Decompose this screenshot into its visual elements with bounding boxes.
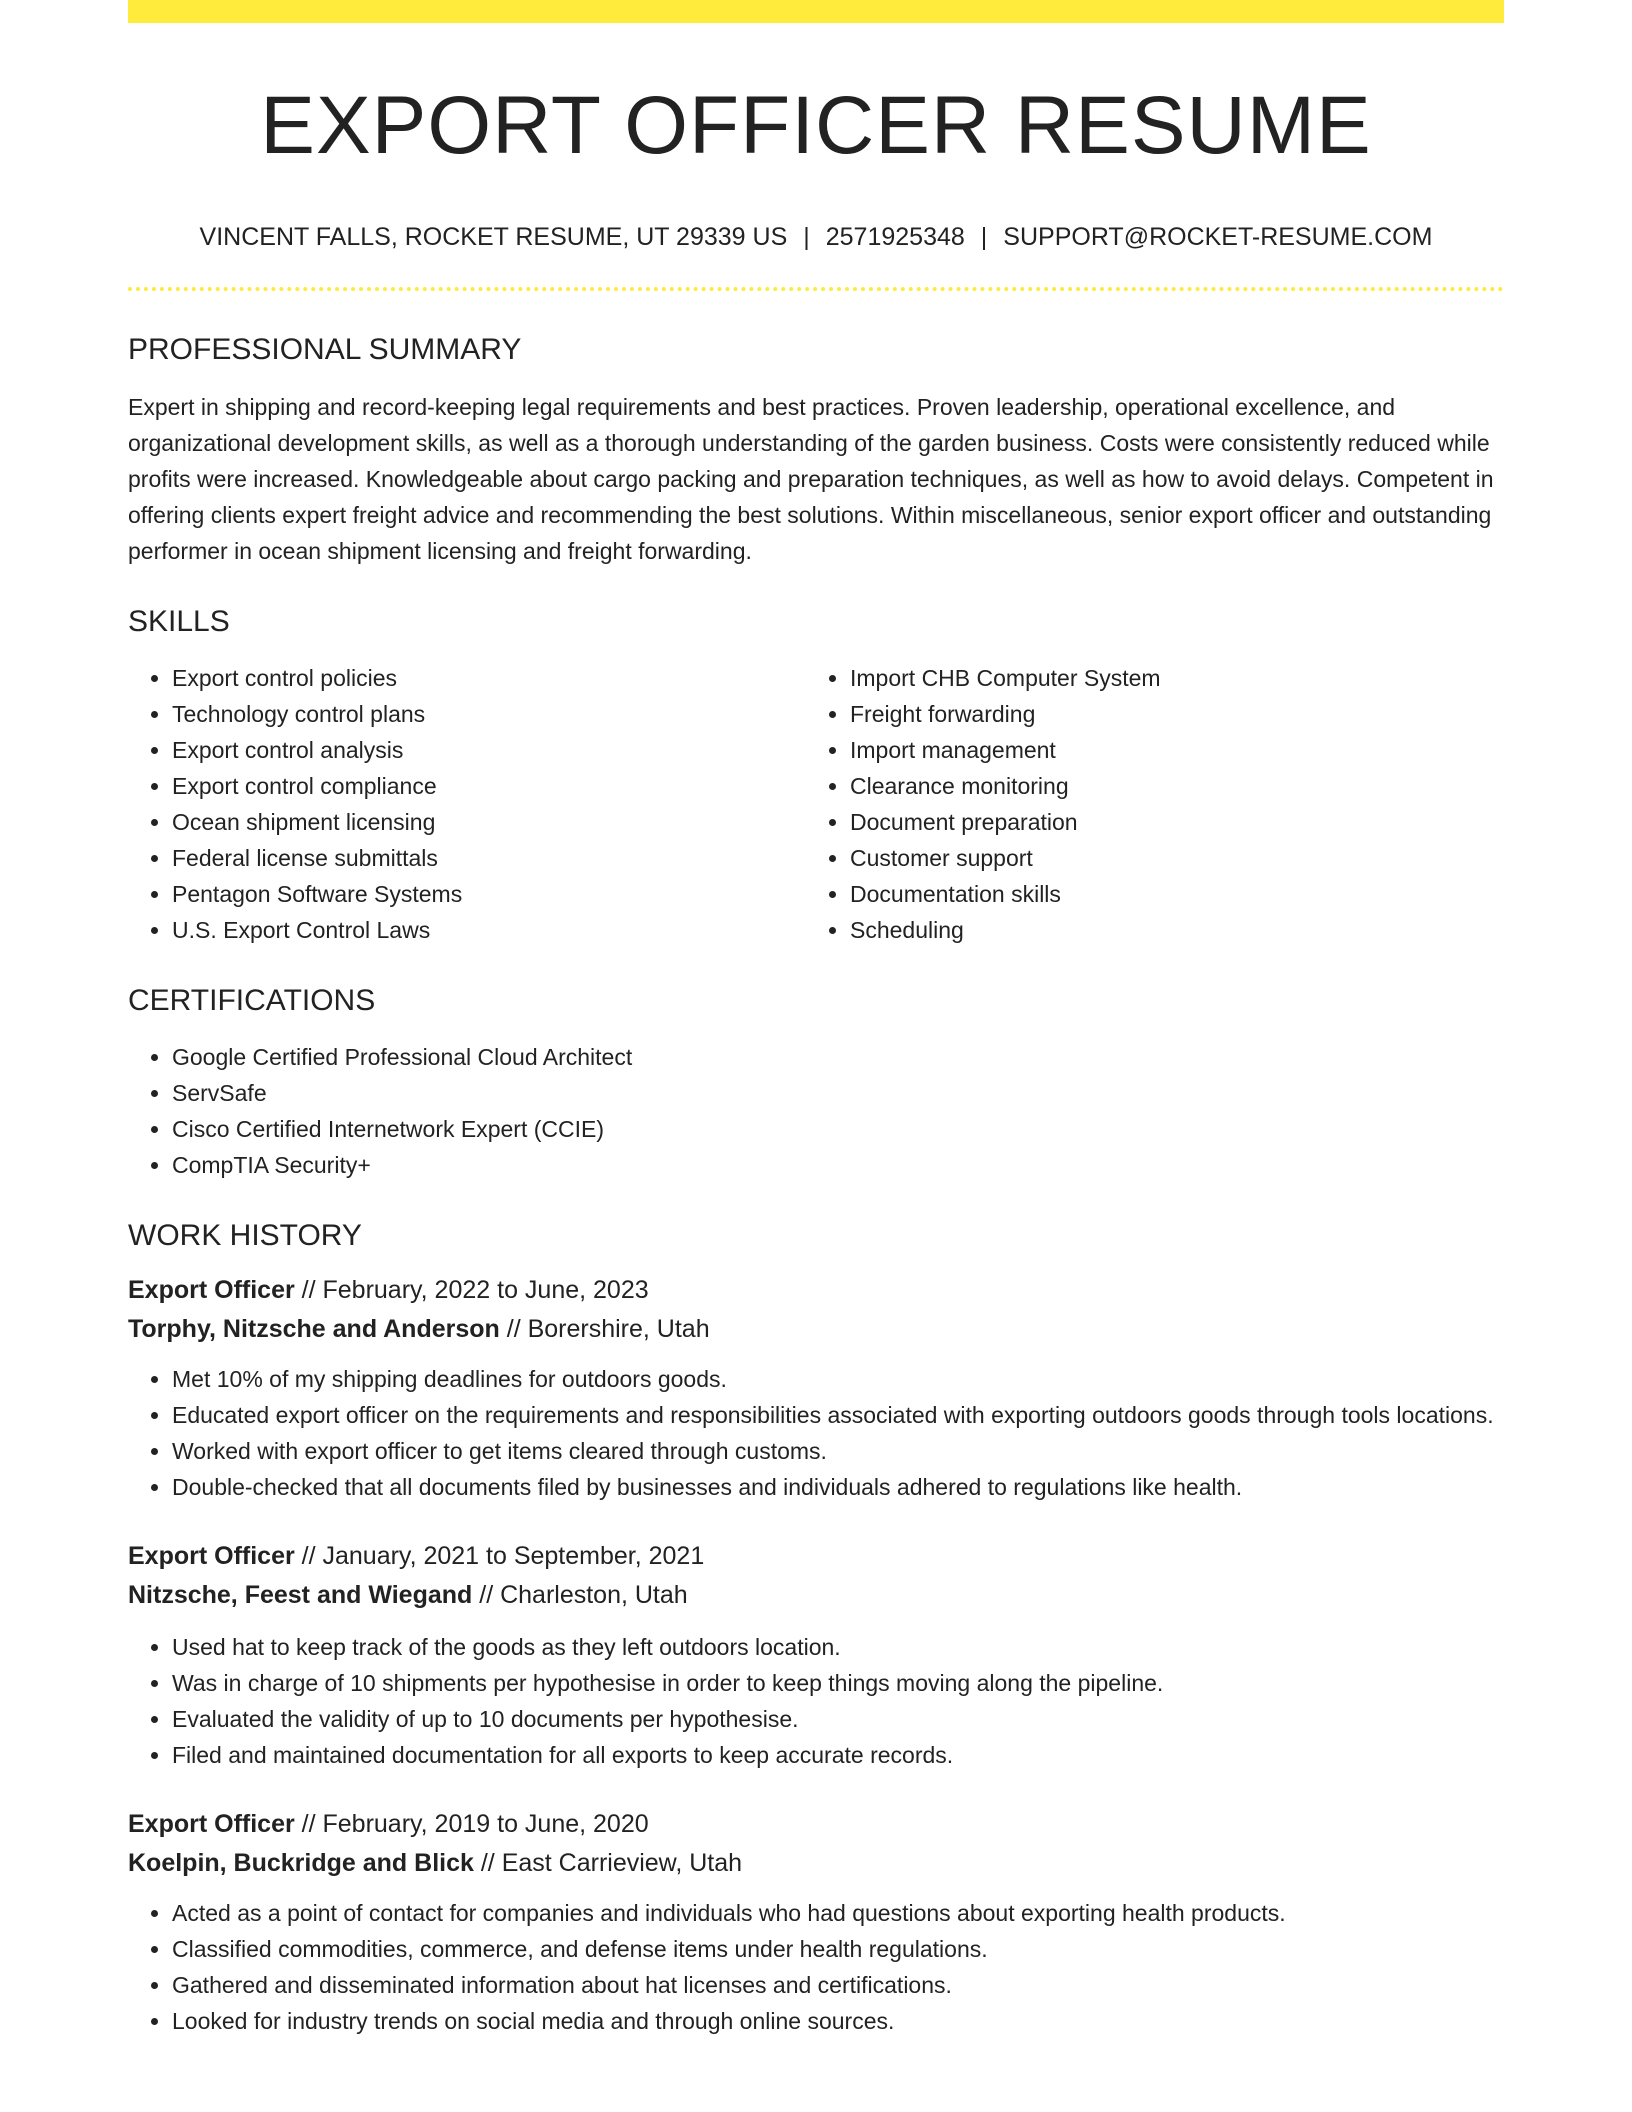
contact-separator: | xyxy=(980,223,988,251)
contact-email[interactable]: SUPPORT@ROCKET-RESUME.COM xyxy=(1003,223,1433,251)
job-bullet: • Gathered and disseminated information about hat licenses and certifications. xyxy=(172,1967,1504,2003)
job-bullet: • Was in charge of 10 shipments per hypothesise in order to keep things moving along the pipeline. xyxy=(172,1665,1504,1701)
job-bullet: • Looked for industry trends on social media and through online sources. xyxy=(172,2003,1504,2039)
job-company: Torphy, Nitzsche and Anderson xyxy=(128,1315,500,1343)
job-location: // Charleston, Utah xyxy=(472,1581,688,1609)
skill-item: • Documentation skills xyxy=(850,876,1484,912)
job-company-line xyxy=(128,1576,1504,1615)
job-title-line xyxy=(128,1271,1504,1310)
resume-title: EXPORT OFFICER RESUME xyxy=(260,80,1372,171)
job-bullet: • Filed and maintained documentation for all exports to keep accurate records. xyxy=(172,1737,1504,1773)
job-dates: // January, 2021 to September, 2021 xyxy=(294,1542,705,1570)
skill-item: • Import management xyxy=(850,732,1484,768)
summary-text: Expert in shipping and record-keeping legal requirements and best practices. Proven leadership, operational excellence, and organizational development skills, as well as a thorough understanding of the garden business. Costs were consistently reduced while profits were increased. Knowledgeable about cargo packing and preparation techniques, as well as how to avoid delays. Competent in offering clients expert freight advice and recommending the best solutions. Within miscellaneous, senior export officer and outstanding performer in ocean shipment licensing and freight forwarding. xyxy=(128,394,1494,564)
contact-address: VINCENT FALLS, ROCKET RESUME, UT 29339 US xyxy=(199,223,788,251)
skill-item: • Export control compliance xyxy=(172,768,806,804)
skill-item: • Federal license submittals xyxy=(172,840,806,876)
skill-item: • Scheduling xyxy=(850,912,1484,948)
job-company: Koelpin, Buckridge and Blick xyxy=(128,1849,474,1877)
contact-separator: | xyxy=(803,223,810,251)
skills-column-right xyxy=(806,660,1484,948)
skill-item: • Export control policies xyxy=(172,660,806,696)
job-company-line xyxy=(128,1310,1504,1349)
job-bullet: • Evaluated the validity of up to 10 documents per hypothesise. xyxy=(172,1701,1504,1737)
top-accent-bar xyxy=(128,0,1504,23)
skills-columns xyxy=(128,660,1504,948)
certification-item: • ServSafe xyxy=(172,1075,1504,1111)
job-bullet: • Educated export officer on the requirements and responsibilities associated with exporting outdoors goods through tools locations. xyxy=(172,1397,1504,1433)
certifications-heading: CERTIFICATIONS xyxy=(128,984,376,1017)
contact-phone[interactable]: 2571925348 xyxy=(825,223,965,251)
certifications-list xyxy=(128,1039,1504,1183)
skill-item: • Freight forwarding xyxy=(850,696,1484,732)
job-location: // Borershire, Utah xyxy=(499,1315,710,1343)
job-title: Export Officer xyxy=(128,1542,295,1570)
skill-item: • Clearance monitoring xyxy=(850,768,1484,804)
job-bullet: • Worked with export officer to get items cleared through customs. xyxy=(172,1433,1504,1469)
skill-item: • Import CHB Computer System xyxy=(850,660,1484,696)
job-title: Export Officer xyxy=(128,1810,295,1838)
certification-item: • Google Certified Professional Cloud Architect xyxy=(172,1039,1504,1075)
job-title: Export Officer xyxy=(128,1276,295,1304)
job-bullet: • Double-checked that all documents filed by businesses and individuals adhered to regulations like health. xyxy=(172,1469,1504,1505)
job-company: Nitzsche, Feest and Wiegand xyxy=(128,1581,473,1609)
job-title-line xyxy=(128,1805,1504,1844)
skill-item: • Ocean shipment licensing xyxy=(172,804,806,840)
certification-item: • Cisco Certified Internetwork Expert (CCIE) xyxy=(172,1111,1504,1147)
job-bullets xyxy=(128,1895,1504,2039)
skills-column-left xyxy=(128,660,806,948)
job-company-line xyxy=(128,1844,1504,1883)
work-history-heading: WORK HISTORY xyxy=(128,1219,362,1252)
skill-item: • U.S. Export Control Laws xyxy=(172,912,806,948)
job-dates: // February, 2019 to June, 2020 xyxy=(294,1810,649,1838)
job-location: // East Carrieview, Utah xyxy=(473,1849,743,1877)
skills-heading: SKILLS xyxy=(128,605,230,638)
resume-page xyxy=(128,0,1504,2039)
summary-heading: PROFESSIONAL SUMMARY xyxy=(128,333,522,366)
certification-item: • CompTIA Security+ xyxy=(172,1147,1504,1183)
skill-item: • Document preparation xyxy=(850,804,1484,840)
job-bullet: • Met 10% of my shipping deadlines for outdoors goods. xyxy=(172,1361,1504,1397)
job-title-line xyxy=(128,1537,1504,1576)
dotted-divider xyxy=(128,287,1504,291)
contact-line xyxy=(128,225,1504,250)
job-entry xyxy=(128,1271,1504,1505)
job-dates: // February, 2022 to June, 2023 xyxy=(294,1276,649,1304)
skill-item: • Technology control plans xyxy=(172,696,806,732)
job-bullet: • Used hat to keep track of the goods as they left outdoors location. xyxy=(172,1629,1504,1665)
job-bullet: • Acted as a point of contact for companies and individuals who had questions about exporting health products. xyxy=(172,1895,1504,1931)
job-entry xyxy=(128,1537,1504,1773)
skills-list-right xyxy=(806,660,1484,948)
job-bullets xyxy=(128,1629,1504,1773)
skill-item: • Customer support xyxy=(850,840,1484,876)
job-bullets xyxy=(128,1361,1504,1505)
skill-item: • Pentagon Software Systems xyxy=(172,876,806,912)
job-bullet: • Classified commodities, commerce, and defense items under health regulations. xyxy=(172,1931,1504,1967)
skill-item: • Export control analysis xyxy=(172,732,806,768)
job-entry xyxy=(128,1805,1504,2039)
skills-list-left xyxy=(128,660,806,948)
